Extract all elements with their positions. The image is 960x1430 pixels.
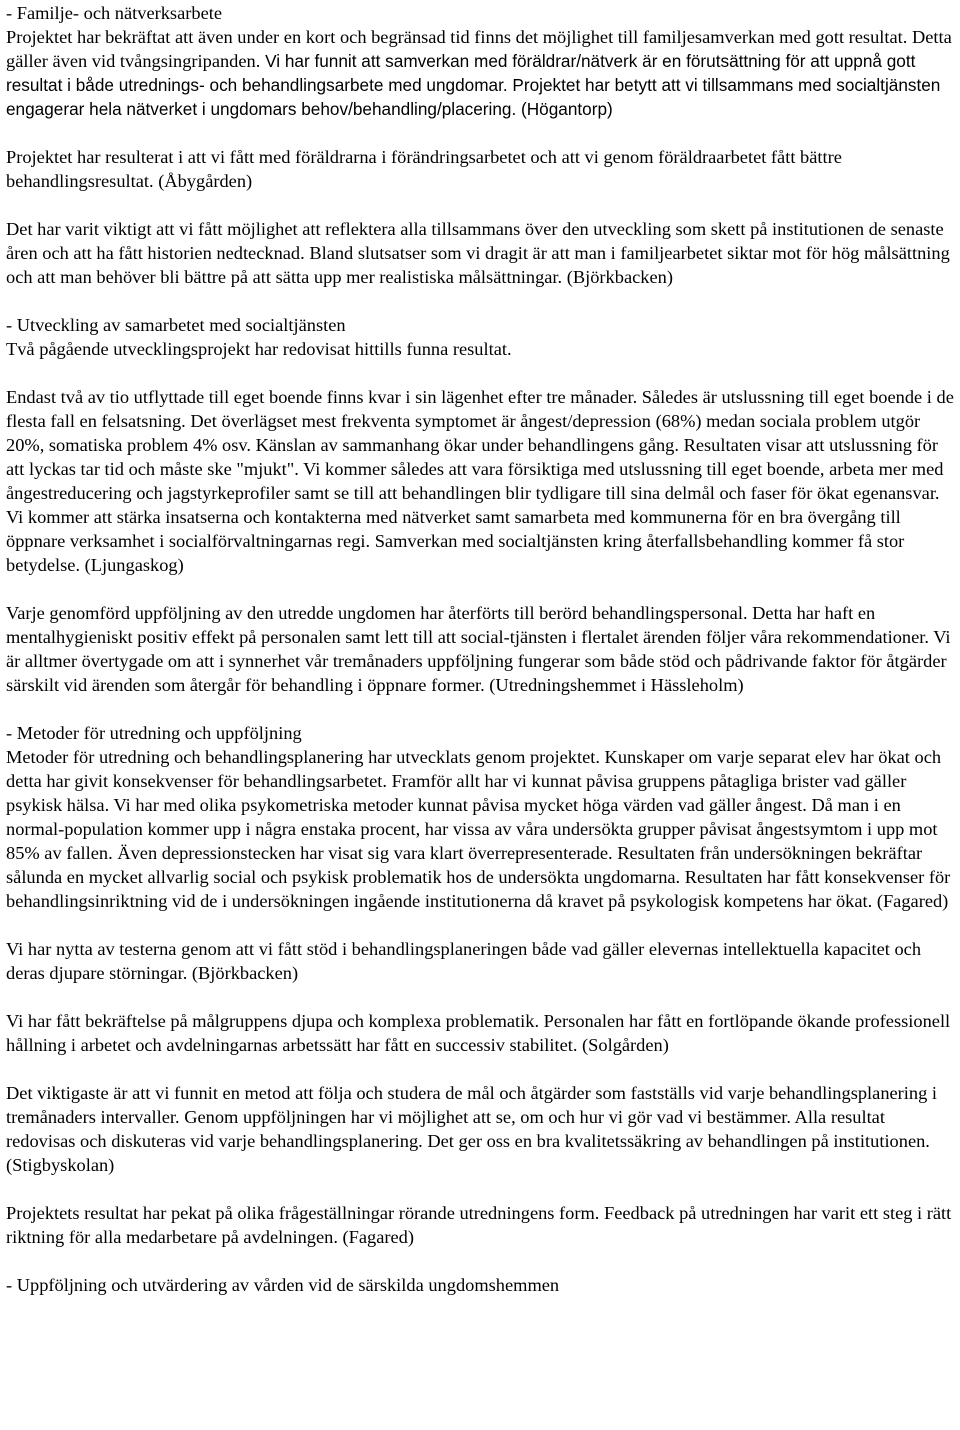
paragraph-gap	[6, 577, 956, 601]
paragraph-gap	[6, 913, 956, 937]
section-heading-social-services: - Utveckling av samarbetet med socialtjänsten	[6, 315, 346, 335]
paragraph-solgarden: Vi har fått bekräftelse på målgruppens djupa och komplexa problematik. Personalen har fått en fortlöpande ökande professionell hållning i arbetet och avdelningarnas arbetssätt har fått en successiv stabilitet. (Solgården)	[6, 1011, 951, 1055]
paragraph-gap	[6, 1177, 956, 1201]
paragraph-hassleholm: Varje genomförd uppföljning av den utredde ungdomen har återförts till berörd behandlingspersonal. Detta har haft en mentalhygieniskt positiv effekt på personalen samt lett till att social-tjänsten i flertalet ärenden följer våra rekommendationer. Vi är alltmer övertygade om att i synnerhet vår tremånaders uppföljning fungerar som både stöd och pådrivande faktor för åtgärder särskilt vid ärenden som återgår för behandling i öppnare former. (Utredningshemmet i Hässleholm)	[6, 603, 951, 695]
paragraph-stigbyskolan: Det viktigaste är att vi funnit en metod att följa och studera de mål och åtgärder som fastställs vid varje behandlingsplanering i tremånaders intervaller. Genom uppföljningen har vi möjlighet att se, om och hur vi gör vad vi bestämmer. Alla resultat redovisas och diskuteras vid varje behandlingsplanering. Det ger oss en bra kvalitetssäkring av behandlingen på institutionen. (Stigbyskolan)	[6, 1083, 938, 1175]
paragraph-gap	[6, 121, 956, 145]
section-heading-family-network: - Familje- och nätverksarbete	[6, 3, 223, 23]
paragraph-gap	[6, 1249, 956, 1273]
paragraph-bjorkbacken-2: Vi har nytta av testerna genom att vi fått stöd i behandlingsplaneringen både vad gäller elevernas intellektuella kapacitet och deras djupare störningar. (Björkbacken)	[6, 939, 922, 983]
paragraph-hogantorp-serif-part: Projektet har bekräftat att även under en kort och begränsad tid finns det möjlighet till familjesamverkan med gott resultat. Detta gäller även vid tvångsingripanden.	[6, 27, 952, 71]
paragraph-social-services-intro: Två pågående utvecklingsprojekt har redovisat hittills funna resultat.	[6, 339, 512, 359]
paragraph-hogantorp-sans-part: Vi har funnit att samverkan med föräldrar/nätverk är en förutsättning för att uppnå gott resultat i både utrednings- och behandlingsarbete med ungdomar. Projektet har betytt att vi tillsammans med socialtjänsten engagerar hela nätverket i ungdomars behov/behandling/placering. (Högantorp)	[6, 51, 941, 119]
paragraph-gap	[6, 361, 956, 385]
paragraph-gap	[6, 289, 956, 313]
section-heading-methods: - Metoder för utredning och uppföljning	[6, 723, 302, 743]
paragraph-abygarden: Projektet har resulterat i att vi fått med föräldrarna i förändringsarbetet och att vi genom föräldraarbetet fått bättre behandlingsresultat. (Åbygården)	[6, 147, 842, 191]
paragraph-gap	[6, 697, 956, 721]
paragraph-fagared-2: Projektets resultat har pekat på olika frågeställningar rörande utredningens form. Feedback på utredningen har varit ett steg i rätt riktning för alla medarbetare på avdelningen. (Fagared)	[6, 1203, 952, 1247]
paragraph-bjorkbacken-1: Det har varit viktigt att vi fått möjlighet att reflektera alla tillsammans över den utveckling som skett på institutionen de senaste åren och att ha fått historien nedtecknad. Bland slutsatser som vi dragit är att man i familjearbetet siktar mot för hög målsättning och att man behöver bli bättre på att sätta upp mer realistiska målsättningar. (Björkbacken)	[6, 219, 950, 287]
paragraph-ljungaskog: Endast två av tio utflyttade till eget boende finns kvar i sin lägenhet efter tre månader. Således är utslussning till eget boende i de flesta fall en felsatsning. Det överlägset mest frekventa symptomet är ångest/depression (68%) medan sociala problem utgör 20%, somatiska problem 4% osv. Känslan av sammanhang ökar under behandlingens gång. Resultaten visar att utslussning för att lyckas tar tid och måste ske "mjukt". Vi kommer således att vara försiktiga med utslussning till eget boende, arbeta mer med ångestreducering och jagstyrkeprofiler samt se till att behandlingen blir tydligare till sina delmål och faser för ökat egenansvar. Vi kommer att stärka insatserna och kontakterna med nätverket samt samarbeta med kommunerna för en bra övergång till öppnare verksamhet i socialförvaltningarnas regi. Samverkan med socialtjänsten kring återfallsbehandling kommer få stor betydelse. (Ljungaskog)	[6, 387, 954, 575]
paragraph-hogantorp	[6, 25, 956, 121]
paragraph-fagared-1: Metoder för utredning och behandlingsplanering har utvecklats genom projektet. Kunskaper om varje separat elev har ökat och detta har givit konsekvenser för behandlingsarbetet. Framför allt har vi kunnat påvisa gruppens påtagliga brister vad gäller psykisk hälsa. Vi har med olika psykometriska metoder kunnat påvisa mycket höga värden vad gäller ångest. Då man i en normal-population kommer upp i några enstaka procent, har vissa av våra undersökta grupper påvisat ångestsymtom i upp mot 85% av fallen. Även depressionstecken har visat sig vara klart överrepresenterade. Resultaten från undersökningen bekräftar sålunda en mycket allvarlig social och psykisk problematik hos de undersökta ungdomarna. Resultaten har fått konsekvenser för behandlingsinriktning vid de i undersökningen ingående institutionerna då kravet på psykologisk kompetens har ökat. (Fagared)	[6, 747, 951, 911]
paragraph-gap	[6, 985, 956, 1009]
paragraph-gap	[6, 1057, 956, 1081]
paragraph-gap	[6, 193, 956, 217]
section-heading-follow-up-evaluation: - Uppföljning och utvärdering av vården vid de särskilda ungdomshemmen	[6, 1275, 560, 1295]
